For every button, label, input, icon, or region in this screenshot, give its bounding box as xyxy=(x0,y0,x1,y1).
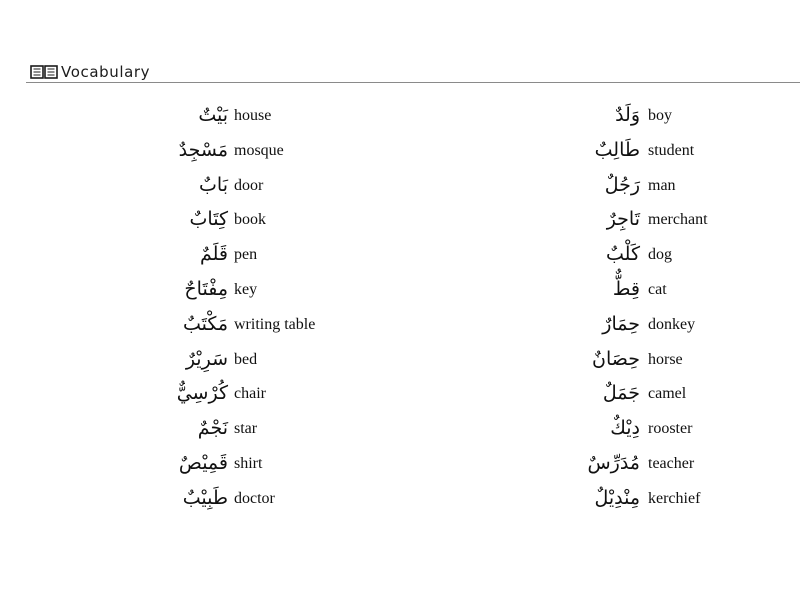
arabic-word: رَجُلٌ xyxy=(604,173,640,196)
arabic-word: تَاجِرٌ xyxy=(606,208,640,231)
english-meaning: shirt xyxy=(234,454,263,472)
english-meaning: door xyxy=(234,176,264,194)
english-meaning: dog xyxy=(648,246,672,264)
english-meaning: cat xyxy=(648,280,667,298)
arabic-word: قَمِيْصٌ xyxy=(178,451,228,474)
section-header xyxy=(30,62,150,82)
arabic-word: سَرِيْرٌ xyxy=(185,347,228,370)
arabic-word: طَالِبٌ xyxy=(594,138,640,161)
english-meaning: star xyxy=(234,420,258,438)
arabic-word: جَمَلٌ xyxy=(602,382,640,405)
arabic-word: طَبِيْبٌ xyxy=(182,486,228,509)
arabic-word: بَيْتٌ xyxy=(198,104,228,126)
english-meaning: pen xyxy=(234,246,258,264)
english-meaning: camel xyxy=(648,385,687,403)
arabic-word: مَكْتَبٌ xyxy=(182,312,228,335)
arabic-word: وَلَدٌ xyxy=(615,104,640,126)
english-meaning: merchant xyxy=(648,211,708,229)
english-meaning: doctor xyxy=(234,489,275,507)
arabic-word: قَلَمٌ xyxy=(199,243,228,266)
english-meaning: teacher xyxy=(648,454,695,472)
arabic-word: حِمَارٌ xyxy=(602,312,640,335)
english-meaning: donkey xyxy=(648,315,696,333)
arabic-word: مَسْجِدٌ xyxy=(178,138,228,161)
english-meaning: student xyxy=(648,141,695,159)
arabic-word: بَابٌ xyxy=(199,173,228,196)
english-meaning: writing table xyxy=(234,315,316,333)
book-icon xyxy=(30,65,58,79)
header-divider xyxy=(26,82,800,83)
arabic-word: كَلْبٌ xyxy=(606,243,640,266)
english-meaning: rooster xyxy=(648,420,693,438)
english-meaning: book xyxy=(234,211,266,229)
english-meaning: horse xyxy=(648,350,683,368)
english-meaning: man xyxy=(648,176,676,194)
english-meaning: mosque xyxy=(234,141,284,159)
arabic-word: مُدَرِّسٌ xyxy=(587,451,640,474)
english-meaning: house xyxy=(234,107,272,124)
english-meaning: chair xyxy=(234,385,266,403)
arabic-word: قِطٌّ xyxy=(612,277,640,300)
arabic-word: دِيْكٌ xyxy=(610,417,640,440)
arabic-word: حِصَانٌ xyxy=(592,347,640,370)
section-title: Vocabulary xyxy=(61,63,151,81)
english-meaning: kerchief xyxy=(648,489,701,507)
english-meaning: key xyxy=(234,280,258,298)
arabic-word: مِنْدِيْلٌ xyxy=(594,486,640,509)
english-meaning: bed xyxy=(234,350,258,368)
arabic-word: كُرْسِيٌّ xyxy=(176,382,228,405)
arabic-word: كِتَابٌ xyxy=(189,208,228,231)
english-meaning: boy xyxy=(648,107,672,124)
arabic-word: نَجْمٌ xyxy=(197,417,228,440)
arabic-word: مِفْتَاحٌ xyxy=(184,277,228,300)
